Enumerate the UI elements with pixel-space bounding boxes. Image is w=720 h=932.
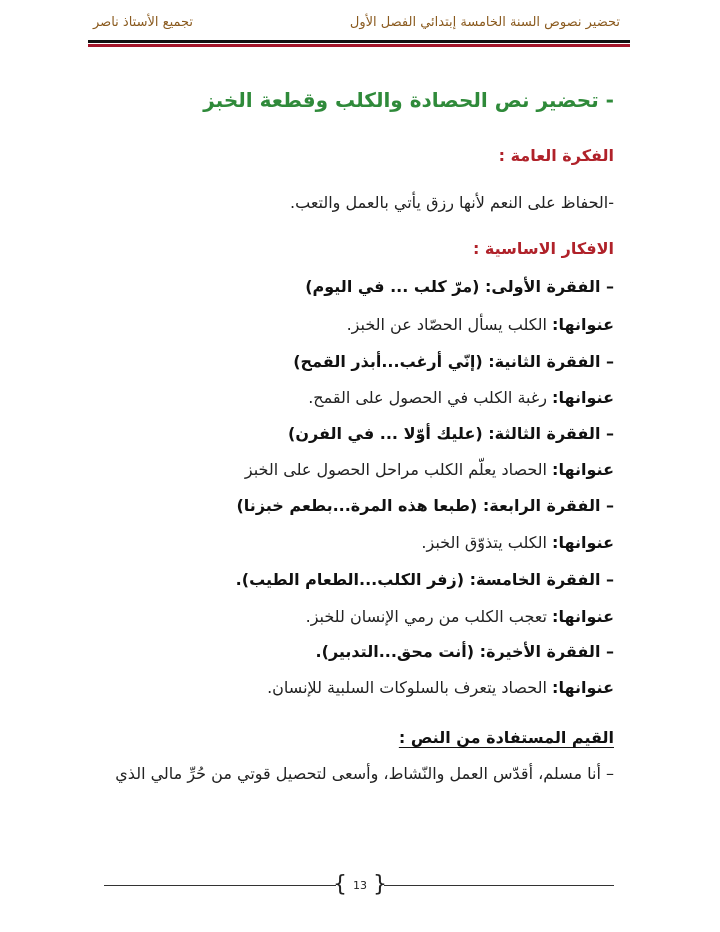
paragraph-5-title: تعجب الكلب من رمي الإنسان للخبز. [305, 607, 553, 626]
paragraph-2-title: رغبة الكلب في الحصول على القمح. [308, 388, 553, 407]
title-label: عنوانها: [552, 533, 614, 552]
main-ideas-heading: الافكار الاساسية : [472, 239, 614, 258]
paragraph-1-title-row [347, 315, 614, 334]
page-number-box [333, 872, 387, 897]
title-label: عنوانها: [552, 678, 614, 697]
values-heading: القيم المستفادة من النص : [398, 728, 614, 747]
paragraph-3-title-row [245, 460, 614, 479]
general-idea-heading: الفكرة العامة : [498, 146, 614, 165]
paragraph-5-title-row [306, 607, 614, 626]
paragraph-1-title: الكلب يسأل الحصّاد عن الخبز. [346, 315, 553, 334]
title-label: عنوانها: [552, 460, 614, 479]
title-label: عنوانها: [552, 315, 614, 334]
paragraph-5-label: – الفقرة الخامسة: (زفر الكلب...الطعام الطيب). [235, 570, 614, 589]
bracket-open-icon: { [333, 872, 347, 897]
title-label: عنوانها: [552, 388, 614, 407]
paragraph-4-title-row [421, 533, 614, 552]
header-author: تجميع الأستاذ ناصر [93, 15, 194, 30]
paragraph-6-title-row [267, 678, 614, 697]
page-header [0, 0, 720, 52]
title-label: عنوانها: [552, 607, 614, 626]
paragraph-1-label: – الفقرة الأولى: (مرّ كلب ... في اليوم) [305, 277, 614, 296]
paragraph-6-label: – الفقرة الأخيرة: (أنت محق...التدبير). [315, 642, 614, 661]
paragraph-4-title: الكلب يتذوّق الخبز. [421, 533, 553, 552]
footer-rule-right [384, 885, 614, 886]
bracket-close-icon: } [373, 872, 387, 897]
general-idea-text: -الحفاظ على النعم لأنها رزق يأتي بالعمل والتعب. [290, 193, 614, 212]
page-number: 13 [353, 878, 367, 892]
footer-rule-left [104, 885, 336, 886]
paragraph-3-label: – الفقرة الثالثة: (عليك أوّلا ... في الفرن) [288, 424, 614, 443]
lesson-title: - تحضير نص الحصادة والكلب وقطعة الخبز [203, 88, 614, 112]
header-title: تحضير نصوص السنة الخامسة إبتدائي الفصل الأول [349, 15, 620, 30]
paragraph-3-title: الحصاد يعلّم الكلب مراحل الحصول على الخبز [244, 460, 553, 479]
paragraph-6-title: الحصاد يتعرف بالسلوكات السلبية للإنسان. [267, 678, 553, 697]
paragraph-4-label: – الفقرة الرابعة: (طبعا هذه المرة...بطعم خبزنا) [236, 496, 614, 515]
values-text: – أنا مسلم، أقدّس العمل والنّشاط، وأسعى لتحصيل قوتي من حُرِّ مالي الذي [115, 764, 614, 783]
header-rule-dark [88, 40, 630, 43]
paragraph-2-title-row [308, 388, 614, 407]
header-rule-red [88, 44, 630, 47]
paragraph-2-label: – الفقرة الثانية: (إنّي أرغب...أبذر القمح) [293, 352, 614, 371]
